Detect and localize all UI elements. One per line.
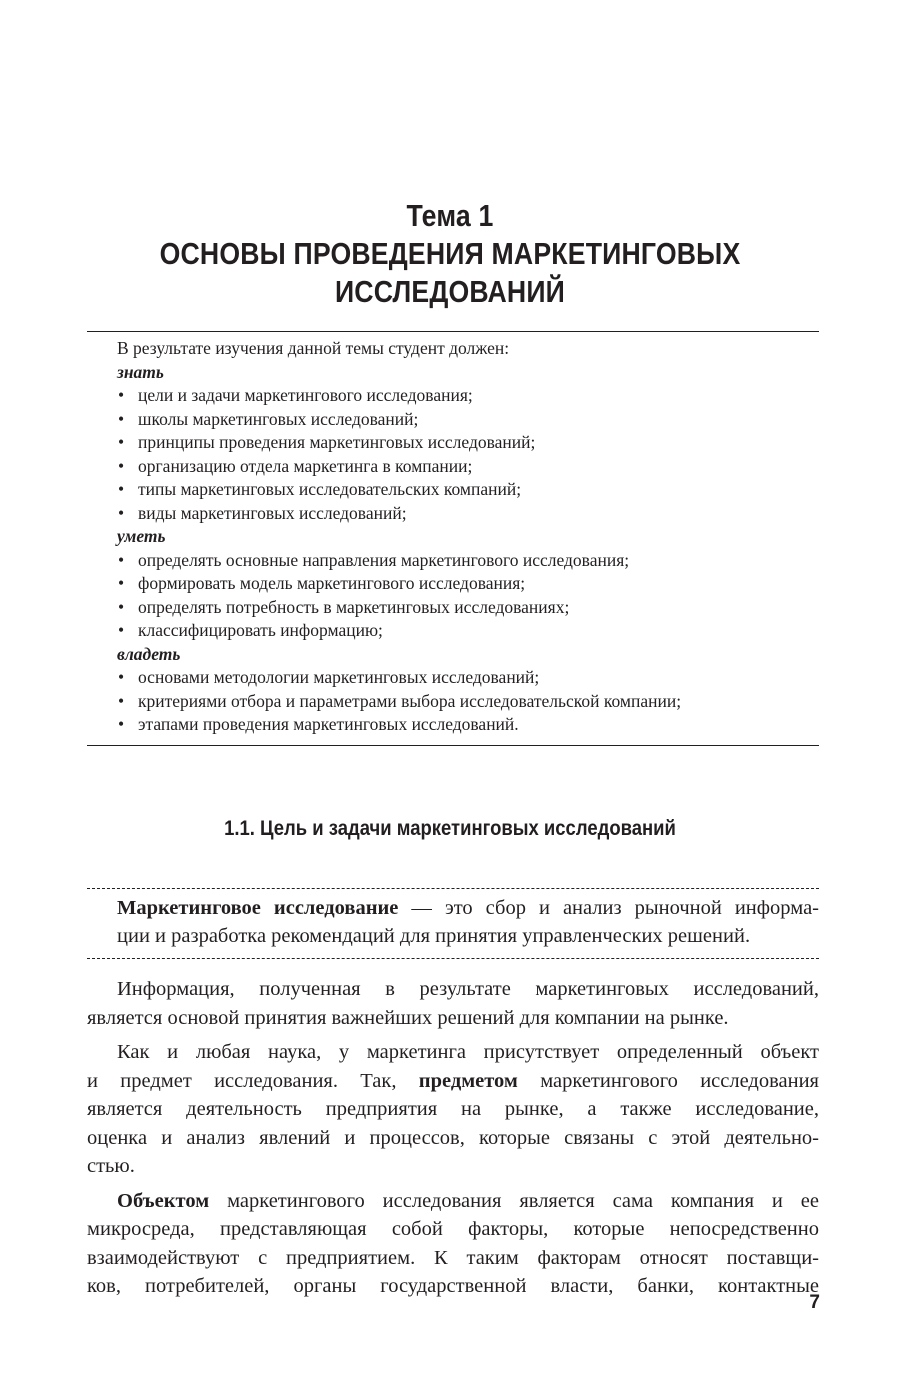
outcomes-heading-can: уметь (117, 526, 166, 546)
section-title: 1.1. Цель и задачи маркетинговых исследований (224, 817, 676, 840)
list-item: • принципы проведения маркетинговых исследований; (117, 431, 797, 455)
list-item: • критериями отбора и параметрами выбора исследовательской компании; (117, 690, 797, 714)
bullet-icon: • (118, 714, 125, 734)
body-text (87, 975, 819, 1307)
definition-line: Маркетинговое исследование — это сбор и анализ рыночной информа- (117, 897, 819, 919)
chapter-title-line: ИССЛЕДОВАНИЙ (334, 274, 566, 309)
list-item: • основами методологии маркетинговых исследований; (117, 666, 797, 690)
paragraph: Информация, полученная в результате маркетинговых исследований, является основой принятия важнейших решений для компании на рынке. (87, 978, 819, 1029)
master-list (117, 666, 797, 737)
bullet-icon: • (118, 620, 125, 640)
chapter-title-line: ОСНОВЫ ПРОВЕДЕНИЯ МАРКЕТИНГОВЫХ (159, 236, 741, 271)
outcomes-heading-know: знать (117, 361, 164, 382)
list-item: • виды маркетинговых исследований; (117, 502, 797, 526)
bullet-icon: • (118, 596, 125, 617)
bullet-icon: • (118, 385, 125, 405)
bullet-icon: • (118, 502, 125, 523)
list-item: • определять основные направления маркетингового исследования; (117, 549, 797, 573)
bullet-icon: • (118, 455, 125, 476)
bullet-icon: • (118, 573, 125, 593)
list-item: • организацию отдела маркетинга в компании; (117, 455, 797, 479)
bullet-icon: • (118, 479, 125, 499)
definition-line: ции и разработка рекомендаций для принятия управленческих решений. (117, 925, 751, 947)
definition-bottom-rule (87, 958, 819, 959)
chapter-number: Тема 1 (406, 198, 494, 233)
subject-term: предметом (418, 1069, 518, 1092)
list-item: • типы маркетинговых исследовательских компаний; (117, 478, 797, 502)
list-item: • цели и задачи маркетингового исследования; (117, 384, 797, 408)
bullet-icon: • (118, 408, 125, 429)
outcomes-bottom-rule (87, 745, 819, 746)
list-item: • этапами проведения маркетинговых исследований. (117, 713, 797, 737)
outcomes-intro: В результате изучения данной темы студент должен: (117, 338, 510, 358)
definition-top-rule (87, 888, 819, 889)
paragraph: Как и любая наука, у маркетинга присутствует определенный объект и предмет исследования. Так, предметом маркетингового исследования является деятельность предприятия на рынке, а также исследование, оценка и анализ явлений и процессов, которые связаны с этой деятельно- стью. (87, 1041, 819, 1177)
can-list (117, 549, 797, 643)
list-item: • определять потребность в маркетинговых исследованиях; (117, 596, 797, 620)
list-item: • школы маркетинговых исследований; (117, 408, 797, 432)
outcomes-heading-master: владеть (117, 643, 181, 664)
know-list (117, 384, 797, 525)
outcomes-top-rule (87, 331, 819, 332)
definition-box (117, 894, 819, 950)
bullet-icon: • (118, 549, 125, 570)
paragraph: Объектом маркетингового исследования является сама компания и ее микросреда, представляющая собой факторы, которые непосредственно взаимодействуют с предприятием. К таким факторам относят поставщи- ков, потребителей, органы государственной власти, банки, контактные (87, 1189, 819, 1297)
bullet-icon: • (118, 690, 125, 711)
bullet-icon: • (118, 432, 125, 452)
definition-term: Маркетинговое исследование (117, 897, 399, 919)
page-number: 7 (809, 1292, 820, 1313)
object-term: Объектом (117, 1189, 210, 1212)
chapter-title (63, 236, 837, 312)
learning-outcomes (117, 337, 797, 737)
bullet-icon: • (118, 667, 125, 687)
list-item: • формировать модель маркетингового исследования; (117, 572, 797, 596)
list-item: • классифицировать информацию; (117, 619, 797, 643)
